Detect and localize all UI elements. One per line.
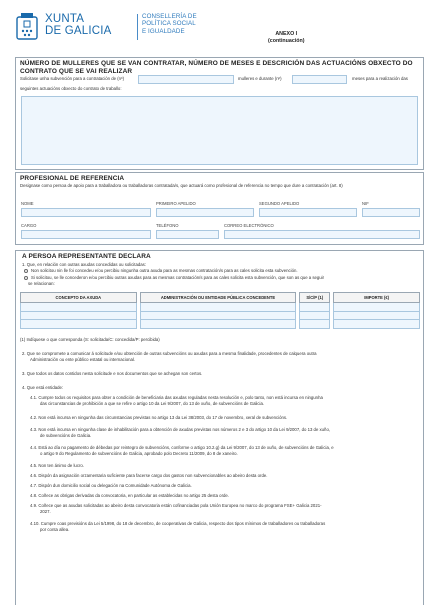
list-item [30, 445, 334, 457]
aid-amount-cell[interactable] [334, 303, 420, 312]
referent-section-title: PROFESIONAL DE REFERENCIA [20, 175, 125, 182]
women-count-field[interactable] [138, 75, 234, 84]
sub-item-4-3-line2: de subvencións de Galicia. [40, 433, 92, 439]
declaration-item-1: 1. Que, en relación con outras axudas concedidas ou solicitadas: [22, 262, 146, 267]
radio-no-other-aid[interactable] [24, 269, 28, 273]
list-item [30, 521, 325, 533]
aid-administration-cell[interactable] [140, 320, 296, 329]
ministry-name [142, 13, 197, 35]
table-row [21, 311, 420, 320]
sub-item-4-9-line2: 2027. [40, 509, 51, 515]
workers-line2: seguintes actuacións obxecto do contrato de traballo: [20, 86, 122, 91]
name-field[interactable] [21, 208, 151, 217]
email-field[interactable] [224, 230, 420, 239]
aid-table-header-administration: ADMINISTRACIÓN OU ENTIDADE PÚBLICA CONCEDENTE [140, 293, 296, 303]
email-label: CORREO ELECTRÓNICO [224, 223, 274, 228]
brand-line1: XUNTA [45, 13, 85, 25]
surname1-label: PRIMEIRO APELIDO [156, 201, 196, 206]
aid-scp-cell[interactable] [300, 320, 330, 329]
header-divider [137, 14, 138, 40]
list-item [30, 463, 84, 469]
list-item [30, 427, 330, 439]
sub-item-4-10-line2: por conta allea. [40, 527, 70, 533]
aid-table-header-amount: IMPORTE (€) [334, 293, 420, 303]
aid-table-header-row [21, 293, 420, 303]
referent-section [15, 172, 424, 245]
sub-item-4-7-line1: 4.7. Dispón dun domicilio social ou delegación na Comunidade Autónoma de Galicia. [30, 483, 192, 488]
workers-line1-c: meses para a realización das [352, 76, 408, 81]
ministry-line2: POLÍTICA SOCIAL [142, 20, 196, 28]
ministry-line3: E IGUALDADE [142, 27, 185, 35]
surname2-label: SEGUNDO APELIDO [259, 201, 300, 206]
declaration-item-2-line2: Administración ou ente público estatal ou internacional. [30, 357, 136, 362]
workers-section [15, 57, 424, 170]
sub-item-4-6-line1: 4.6. Dispón da asignación orzamentaria suficiente para facerse cargo dos gastos non subvencionables ao abeiro desta orde. [30, 473, 268, 478]
option-other-aid-label: Si solicitou, se lle concederon e/ou percibiu outras axudas para as mesmas contratación/s para as cales solicita esta subvención, que son as que a seguir [31, 275, 325, 280]
aid-concept-cell[interactable] [21, 303, 137, 312]
aid-table-header-concept: CONCEPTO DA AXUDA [21, 293, 137, 303]
sub-item-4-4-line1: 4.4. Está ao día no pagamento de débedas por reintegro de subvencións, conforme o artigo 10.2.g) da Lei 9/2007, do 13 de xuño, de subvencións de Galicia, e [30, 445, 334, 450]
workers-section-title: NÚMERO DE MULLERES QUE SE VAN CONTRATAR, NÚMERO DE MESES E DESCRICIÓN DAS ACTUACIÓNS OBXECTO DO CONTRATO QUE SE VAI REALIZAR [20, 60, 413, 75]
aid-table-footnote: (1) Indíquese o que corresponda (S: solicitada/C: concedida/P: percibida) [20, 337, 160, 342]
aid-amount-cell[interactable] [334, 320, 420, 329]
sub-item-4-3-line1: 4.3. Non está incursa en ningunha clase de inhabilitación para a obtención de axudas previstas nos números 2 e 3 do artigo 10 da Lei 9/2007, do 13 de xuño, [30, 427, 331, 432]
annex-heading [268, 31, 305, 45]
aid-scp-cell[interactable] [300, 311, 330, 320]
aid-administration-cell[interactable] [140, 311, 296, 320]
ministry-line1: CONSELLERÍA DE [142, 13, 197, 20]
aid-administration-cell[interactable] [140, 303, 296, 312]
aid-concept-cell[interactable] [21, 311, 137, 320]
position-label: CARGO [21, 223, 37, 228]
annex-subtitle: (continuación) [268, 38, 305, 44]
actions-description-textarea[interactable] [21, 96, 418, 165]
option-other-aid-line2: se relacionan: [28, 281, 55, 286]
declaration-item-4: 4. Que está entidade: [22, 385, 64, 390]
declaration-section [15, 250, 424, 605]
list-item [30, 493, 229, 499]
radio-other-aid[interactable] [24, 276, 28, 280]
surname1-field[interactable] [156, 208, 254, 217]
table-row [21, 303, 420, 312]
sub-item-4-1-line1: 4.1. Cumpre todos os requisitos para obter a condición de beneficiaria das axudas reguladas nesta resolución e, polo tanto, non está incursa en ningunha [30, 395, 323, 400]
surname2-field[interactable] [259, 208, 357, 217]
phone-field[interactable] [156, 230, 219, 239]
list-item [30, 503, 322, 515]
sub-item-4-4-line2: o artigo 9 do Regulamento de subvencións de Galicia, aprobado polo Decreto 11/2009, do 8 de xaneiro. [40, 451, 238, 457]
aid-table-header-scp: S/C/P (1) [300, 293, 330, 303]
workers-line1-a: Solicitase unha subvención para a contratación de (nº) [20, 76, 125, 81]
aid-concept-cell[interactable] [21, 320, 137, 329]
sub-item-4-8-line1: 4.8. Coñece as obrigas derivadas da convocatoria, en particular as establecidas no artigo 25 desta orde. [30, 493, 229, 498]
sub-item-4-5-line1: 4.5. Non ten ánimo de lucro. [30, 463, 84, 468]
referent-intro: Designase como persoa de apoio para a traballadora ou traballadoras contratada/s, que actuará como profesional de referencia no tempo que dure a contratación (art. 8) [20, 183, 343, 188]
sub-item-4-9-line1: 4.9. Coñece que as axudas solicitadas ao abeiro desta convocatoria están cofinanciadas pola Unión Europea no marco do programa FSE+ Galicia 2021- [30, 503, 322, 508]
annex-title: ANEXO I [275, 31, 298, 37]
aid-amount-cell[interactable] [334, 311, 420, 320]
list-item [30, 415, 287, 421]
sub-item-4-2-line1: 4.2. Non está incursa en ningunha das circunstancias previstas no artigo 13 da Lei 38/2003, do 17 de novembro, xeral de subvencións. [30, 415, 288, 420]
galicia-arms-icon [13, 12, 41, 42]
nif-field[interactable] [362, 208, 420, 217]
list-item [30, 483, 192, 489]
list-item [30, 395, 323, 407]
name-label: NOME [21, 201, 34, 206]
workers-line1-b: mulleres e durante (nº) [238, 76, 282, 81]
position-field[interactable] [21, 230, 151, 239]
nif-label: NIF [362, 201, 369, 206]
phone-label: TELÉFONO [156, 223, 179, 228]
sub-item-4-1-line2: das circunstancias de prohibición a que se refire o artigo 10 da Lei 9/2007, do 13 de xuño, de subvencións de Galicia. [40, 401, 265, 407]
document-header [13, 12, 428, 52]
table-row [21, 320, 420, 329]
option-no-other-aid-label: Non solicitou nin lle foi concedeu e/ou percibiu ningunha outra axuda para as mesmas contratación/s para as cales solicita esta subvención. [31, 268, 298, 273]
months-count-field[interactable] [292, 75, 347, 84]
declaration-item-2-line1: 2. Que se compromete a comunicar á solicitude e/ou obtención de outras subvencións ou axudas para a mesma finalidade, procedentes de calquera outra [22, 351, 317, 356]
aid-table [20, 292, 420, 329]
list-item [30, 473, 267, 479]
option-other-aid [24, 275, 324, 281]
declaration-item-3: 3. Que todos os datos contidos nesta solicitude e nos documentos que se achegan son certos. [22, 371, 203, 376]
brand-line2: DE GALICIA [45, 25, 112, 37]
declaration-section-title: A PERSOA REPRESENTANTE DECLARA [22, 253, 151, 260]
option-no-other-aid [24, 268, 298, 274]
aid-scp-cell[interactable] [300, 303, 330, 312]
sub-item-4-10-line1: 4.10. Cumpre coas previsións da Lei 5/1998, do 18 de decembro, de cooperativas de Galicia, respecto dos tipos mínimos de traballadores ou traballadoras [30, 521, 326, 526]
brand-name [45, 13, 112, 37]
